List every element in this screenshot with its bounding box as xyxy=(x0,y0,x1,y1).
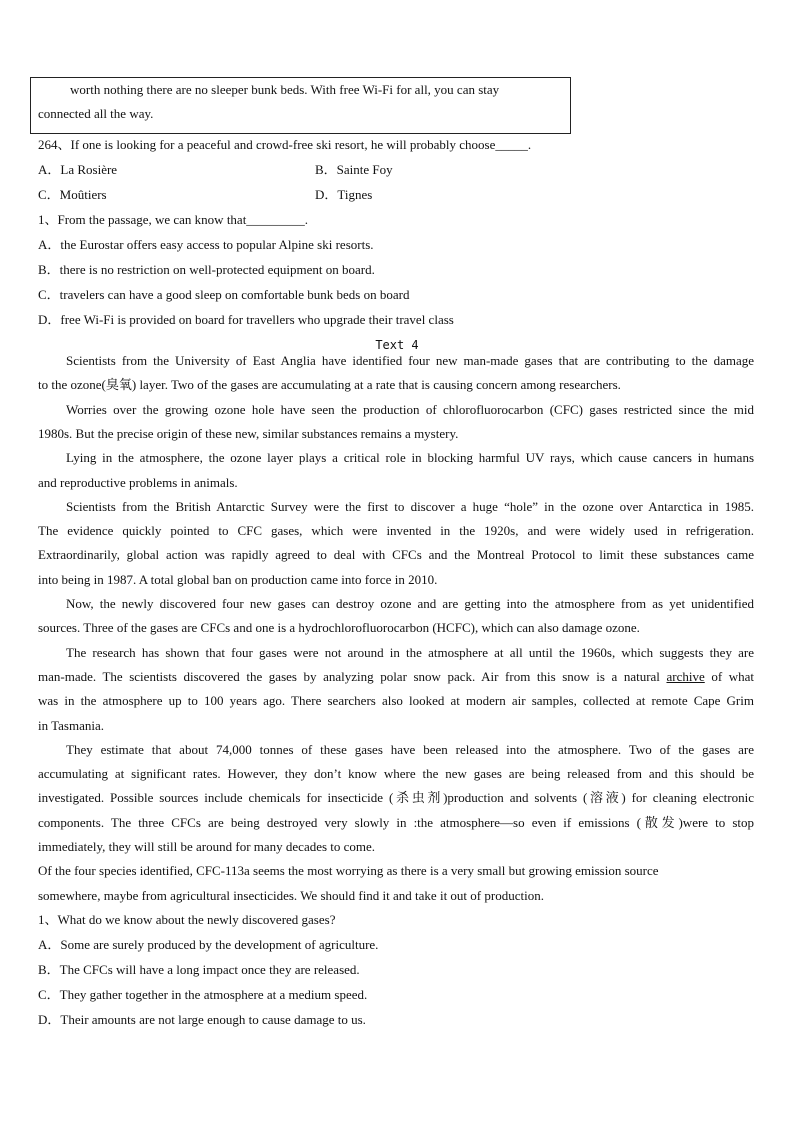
question-1-stem: 1、From the passage, we can know that_________. xyxy=(38,212,309,227)
option-c: C．Moûtiers xyxy=(38,187,107,202)
option-c: C．They gather together in the atmosphere at a medium speed. xyxy=(38,987,368,1002)
option-d: D．Their amounts are not large enough to cause damage to us. xyxy=(38,1012,366,1027)
section-title: Text 4 xyxy=(375,338,419,352)
passage-line: Scientists from the University of East Anglia have identified four new man-made gases that are contributing to the damage xyxy=(66,353,754,368)
passage-line: in Tasmania. xyxy=(38,717,105,733)
passage-line: sources. Three of the gases are CFCs and one is a hydrochlorofluorocarbon (HCFC), which can also damage ozone. xyxy=(38,620,640,636)
passage-line: The research has shown that four gases were not around in the atmosphere at all until the 1960s, which suggests they are xyxy=(66,644,754,660)
passage-line: into being in 1987. A total global ban on production came into force in 2010. xyxy=(38,571,438,587)
passage-line: investigated. Possible sources include chemicals for insecticide (杀虫剂)production and solvents (溶液) for cleaning electronic xyxy=(38,790,754,806)
option-a: A．Some are surely produced by the development of agriculture. xyxy=(38,937,379,952)
option-d: D．free Wi-Fi is provided on board for travellers who upgrade their travel class xyxy=(38,312,454,327)
passage-line: immediately, they will still be around for many decades to come. xyxy=(38,839,376,854)
underlined-word: archive xyxy=(666,668,705,684)
option-d: D．Tignes xyxy=(315,187,373,202)
passage-line: The evidence quickly pointed to CFC gases, which were invented in the 1920s, and were widely used in refrigeration. xyxy=(38,523,754,539)
passage-line: accumulating at significant rates. However, they don’t know where the new gases are being released from and this should be xyxy=(38,766,754,782)
passage-line: Now, the newly discovered four new gases can destroy ozone and are getting into the atmosphere from as yet unidentified xyxy=(66,596,754,611)
passage-line: to the ozone(臭氧) layer. Two of the gases are accumulating at a rate that is causing concern among researchers. xyxy=(38,377,621,393)
option-b: B．there is no restriction on well-protected equipment on board. xyxy=(38,262,375,277)
passage-line: Extraordinarily, global action was rapidly agreed to deal with CFCs and the Montreal Protocol to limit these substances came xyxy=(38,547,754,563)
question-264-stem: 264、If one is looking for a peaceful and crowd-free ski resort, he will probably choose_____. xyxy=(38,137,532,152)
passage-line: Lying in the atmosphere, the ozone layer plays a critical role in blocking harmful UV rays, which cause cancers in humans xyxy=(66,450,754,466)
passage-line: was in the atmosphere up to 100 years ago. There searchers also looked at modern air samples, collected at remote Cape Grim xyxy=(38,693,754,709)
passage-line: Of the four species identified, CFC-113a seems the most worrying as there is a very small but growing emission source xyxy=(38,863,659,879)
passage-line: and reproductive problems in animals. xyxy=(38,474,238,490)
passage-line: Worries over the growing ozone hole have seen the production of chlorofluorocarbon (CFC) gases restricted since the mid xyxy=(66,401,754,417)
option-a: A．the Eurostar offers easy access to popular Alpine ski resorts. xyxy=(38,237,374,252)
passage-line: somewhere, maybe from agricultural insecticides. We should find it and take it out of production. xyxy=(38,887,544,903)
passage-line: 1980s. But the precise origin of these new, similar substances remains a mystery. xyxy=(38,425,459,441)
passage-line: man-made. The scientists discovered the gases by analyzing polar snow pack. Air from this snow is a natural archive of what xyxy=(38,668,754,684)
passage-line: They estimate that about 74,000 tonnes of these gases have been released into the atmosphere. Two of the gases are xyxy=(66,741,754,757)
option-b: B．The CFCs will have a long impact once they are released. xyxy=(38,962,360,977)
passage-line: Scientists from the British Antarctic Survey were the first to discover a huge “hole” in the ozone over Antarctica in 1985. xyxy=(66,498,754,514)
option-b: B．Sainte Foy xyxy=(315,162,393,177)
question-1-stem: 1、What do we know about the newly discovered gases? xyxy=(38,912,336,927)
box-line-2: connected all the way. xyxy=(38,106,154,121)
option-c: C．travelers can have a good sleep on comfortable bunk beds on board xyxy=(38,287,410,302)
option-a: A．La Rosière xyxy=(38,162,118,177)
box-line-1: worth nothing there are no sleeper bunk beds. With free Wi-Fi for all, you can stay xyxy=(70,82,500,97)
passage-line: components. The three CFCs are being destroyed very slowly in :the atmosphere—so even if emissions (散发)were to stop xyxy=(38,814,754,830)
